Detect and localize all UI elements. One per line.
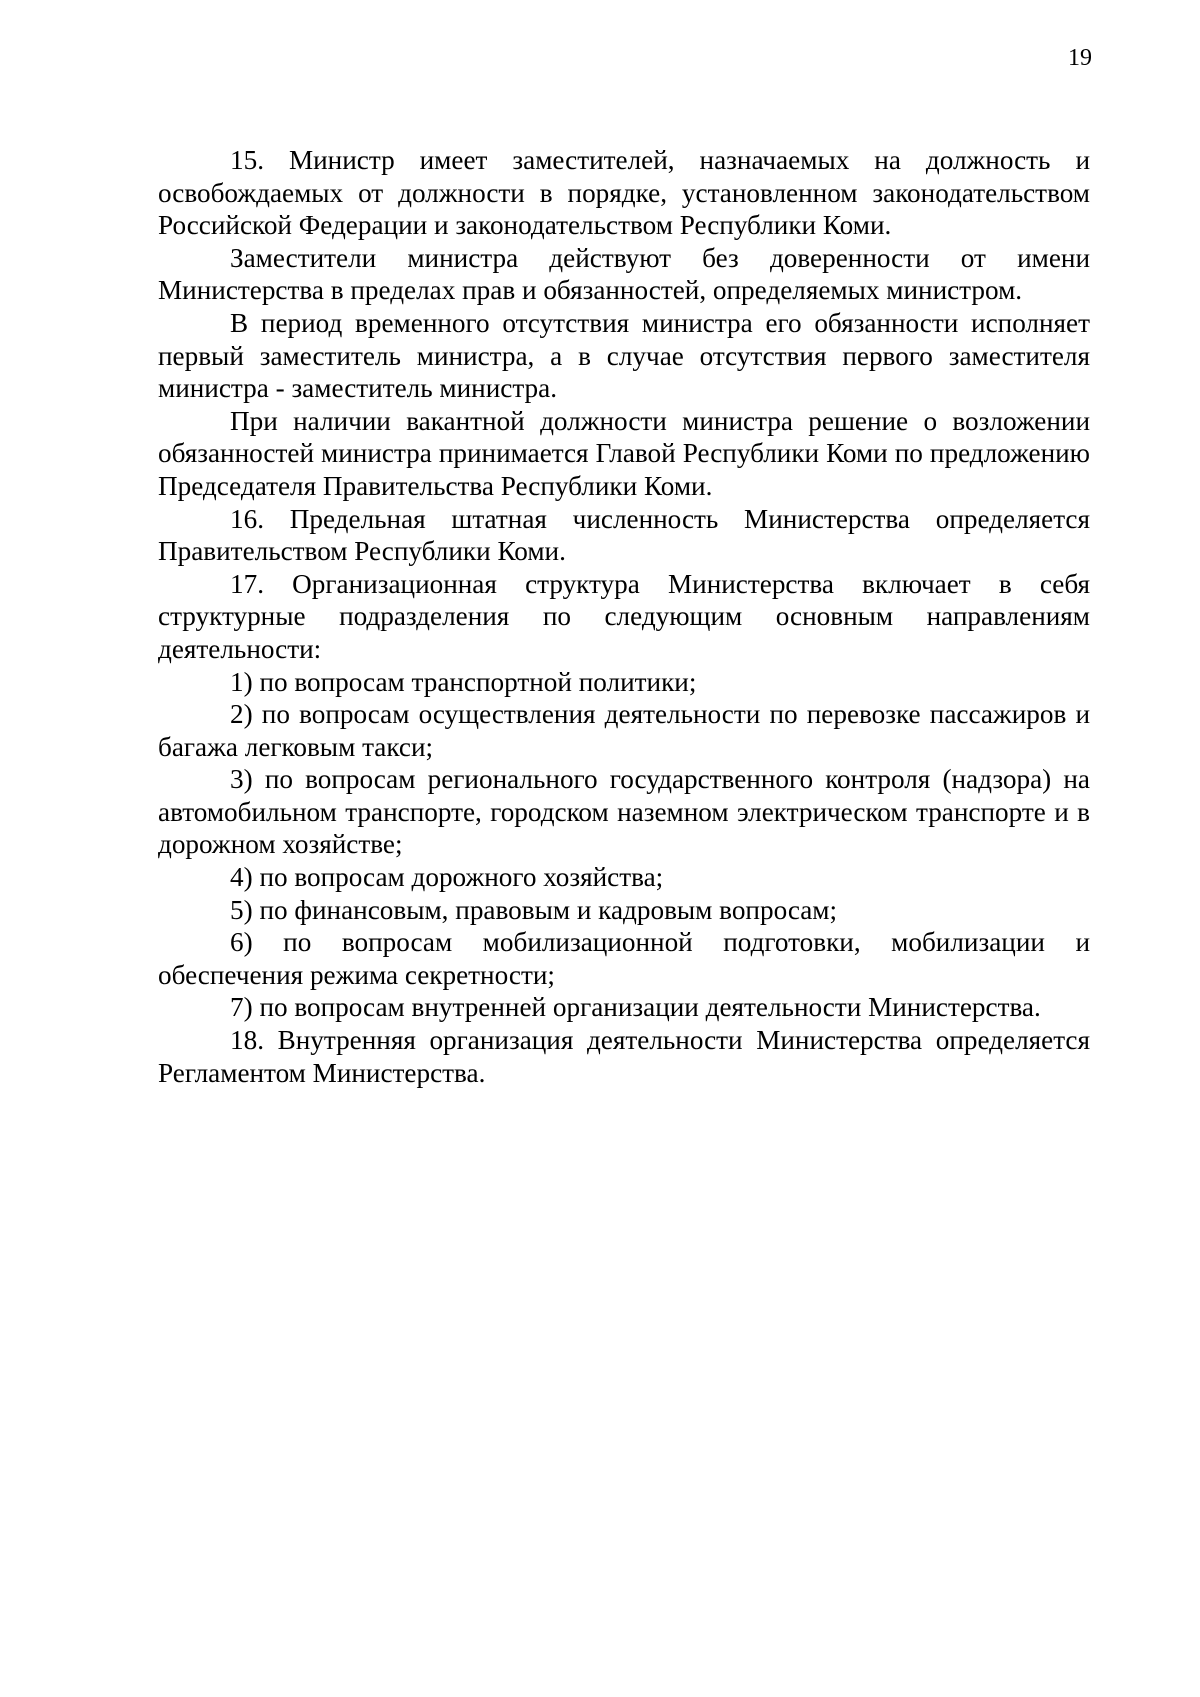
list-item-7: 7) по вопросам внутренней организации деятельности Министерства. [230, 992, 1041, 1023]
list-item-2: 2) по вопросам осуществления деятельности по перевозке пассажиров и багажа легковым такси; [158, 699, 1090, 762]
paragraph-deputies-authority: Заместители министра действуют без доверенности от имени Министерства в пределах прав и обязанностей, определяемых министром. [158, 242, 1090, 306]
list-item-5: 5) по финансовым, правовым и кадровым вопросам; [230, 894, 838, 925]
document-body [158, 144, 1090, 1089]
paragraph-temporary-absence: В период временного отсутствия министра его обязанности исполняет первый заместитель министра, а в случае отсутствия первого заместителя министра - заместитель министра. [158, 307, 1090, 404]
list-item-4: 4) по вопросам дорожного хозяйства; [230, 862, 664, 893]
list-item-3: 3) по вопросам регионального государственного контроля (надзора) на автомобильном транспорте, городском наземном электрическом транспорте и в дорожном хозяйстве; [158, 764, 1090, 860]
page-number: 19 [1068, 45, 1092, 71]
paragraph-16-staff-limit: 16. Предельная штатная численность Министерства определяется Правительством Республики Коми. [158, 503, 1090, 567]
paragraph-15-deputies: 15. Министр имеет заместителей, назначаемых на должность и освобождаемых от должности в порядке, установленном законодательством Российской Федерации и законодательством Республики Коми. [158, 145, 1090, 241]
paragraph-vacant-position: При наличии вакантной должности министра решение о возложении обязанностей министра принимается Главой Республики Коми по предложению Председателя Правительства Республики Коми. [158, 405, 1090, 501]
paragraph-17-structure: 17. Организационная структура Министерства включает в себя структурные подразделения по следующим основным направлениям деятельности: [158, 568, 1090, 664]
list-item-1: 1) по вопросам транспортной политики; [230, 666, 697, 697]
paragraph-18-regulations: 18. Внутренняя организация деятельности Министерства определяется Регламентом Министерства. [158, 1025, 1090, 1088]
list-item-6: 6) по вопросам мобилизационной подготовки, мобилизации и обеспечения режима секретности; [158, 927, 1090, 990]
